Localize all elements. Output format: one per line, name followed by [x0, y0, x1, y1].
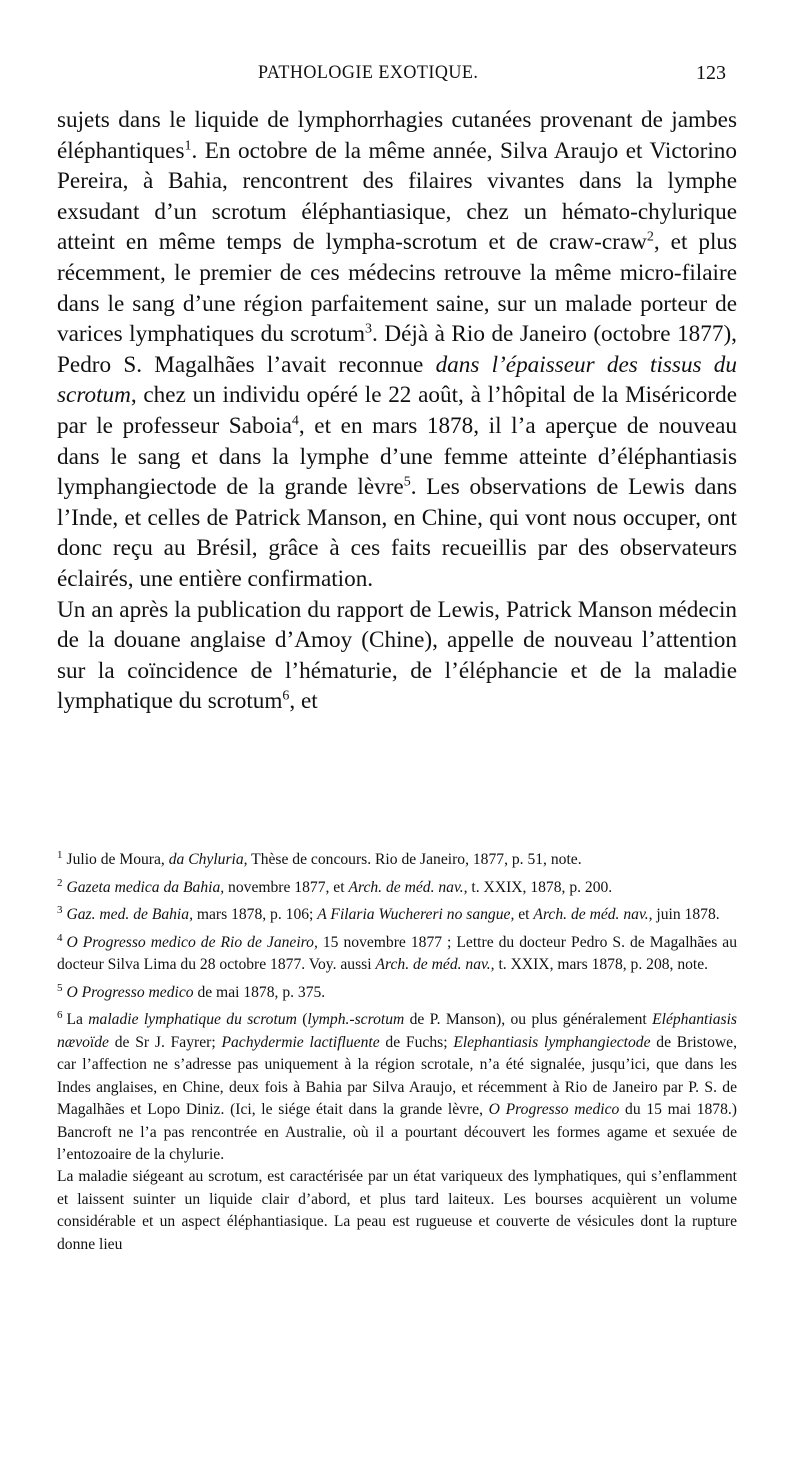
text-run: . Déjà à Rio de Janeiro (octobre 1877), Pedro S. Magalhães l’avait reconnue: [57, 321, 737, 378]
italic-run: Arch. de méd. nav.,: [375, 956, 495, 974]
text-run: (: [296, 1011, 308, 1029]
footnote-mark: 4: [57, 931, 63, 944]
text-run: juin 1878.: [652, 906, 720, 924]
footnote-mark: 6: [57, 1009, 63, 1022]
italic-run: dans l’épaisseur des tissus du scrotum: [57, 351, 737, 409]
italic-run: Gaz. med. de Bahia,: [66, 906, 193, 924]
text-run: . En octobre de la même année, Silva Araujo et Victorino Pereira, à Bahia, rencontrent des filaires vivantes dans la lymphe exsudant d’un scrotum éléphantiasique, chez un hémato-chylurique atteint en même temps de lympha-scrotum et de craw-craw: [57, 137, 737, 256]
text-run: de P. Manson), ou plus généralement: [404, 1011, 653, 1029]
running-head: [0, 62, 800, 86]
footnote-1: [57, 844, 737, 872]
paragraph-2: [57, 595, 737, 717]
text-run: t. XXIX, 1878, p. 200.: [467, 878, 613, 896]
text-run: de Sr J. Fayrer;: [108, 1033, 222, 1051]
text-run: sujets dans le liquide de lymphorrhagies cutanées provenant de jambes éléphantiques: [57, 107, 737, 164]
footnote-6-continuation: [57, 1166, 737, 1256]
page-number: 123: [696, 62, 726, 84]
text-run: La: [66, 1011, 89, 1029]
footnote-ref: 4: [291, 413, 299, 429]
footnote-4: [57, 927, 737, 977]
footnote-ref: 1: [184, 137, 192, 153]
text-run: novembre 1877, et: [224, 878, 349, 896]
text-run: 15 novembre 1877 ; Lettre du docteur Pedro S. de Magalhães au docteur Silva Lima du 28 octobre 1877. Voy. aussi: [57, 933, 737, 974]
text-run: de Fuchs;: [379, 1033, 454, 1051]
footnote-mark: 5: [57, 981, 63, 994]
footnote-mark: 3: [57, 904, 63, 917]
text-run: de mai 1878, p. 375.: [193, 983, 326, 1001]
footnote-mark: 1: [57, 849, 63, 861]
footnotes: [57, 844, 737, 1256]
italic-run: da Chyluria,: [168, 851, 248, 869]
text-run: , et plus récemment, le premier de ces médecins retrouve la même micro-filaire dans le sang d’une région parfaitement saine, sur un malade porteur de varices lymphatiques du scrotum: [57, 229, 737, 348]
italic-run: Arch. de méd. nav.,: [533, 906, 653, 924]
footnote-6: [57, 1004, 737, 1166]
italic-run: Pachydermie lactifluente: [221, 1033, 380, 1051]
text-run: t. XXIX, mars 1878, p. 208, note.: [494, 956, 709, 974]
footnote-ref: 5: [403, 474, 411, 490]
footnote-ref: 2: [646, 229, 654, 245]
footnote-mark: 2: [57, 876, 63, 889]
text-run: du 15 mai 1878.) Bancroft ne l’a pas rencontrée en Australie, où il a pourtant découvert les formes agame et sexuée de l’entozoaire de la chylurie.: [57, 1101, 737, 1163]
text-run: Un an après la publication du rapport de Lewis, Patrick Manson médecin de la douane anglaise d’Amoy (Chine), appelle de nouveau l’attention sur la coïncidence de l’hématurie, de l’éléphancie et de la maladie lymphatique du scrotum: [57, 596, 737, 715]
text-run: La maladie siégeant au scrotum, est caractérisée par un état variqueux des lymphatiques, qui s’enflamment et laissent suinter un liquide clair d’abord, et plus tard laiteux. Les bourses acquièrent un volume considérable et un aspect éléphantiasique. La peau est rugueuse et couverte de vésicules dont la rupture donne lieu: [57, 1168, 737, 1253]
italic-run: Elephantiasis lymphangiectode: [453, 1033, 651, 1051]
italic-run: O Progresso medico: [488, 1101, 620, 1119]
paragraph-1: [57, 105, 737, 595]
italic-run: Gazeta medica da Bahia,: [66, 878, 225, 896]
italic-run: Eléphantiasis nævoïde: [57, 1011, 737, 1051]
footnote-2: [57, 872, 737, 900]
text-run: , chez un individu opéré le 22 août, à l’hôpital de la Miséricorde par le professeur Saboia: [57, 382, 737, 439]
italic-run: O Progresso medico de Rio de Janeiro,: [66, 933, 318, 951]
footnote-5: [57, 977, 737, 1005]
footnote-ref: 6: [282, 688, 290, 704]
italic-run: lymph.-scrotum: [307, 1011, 405, 1029]
italic-run: Arch. de méd. nav.,: [348, 878, 468, 896]
text-run: . Les observations de Lewis dans l’Inde, et celles de Patrick Manson, en Chine, qui vont nous occuper, ont donc reçu au Brésil, grâce à ces faits recueillis par des observateurs éclairés, une entière confirmation.: [57, 474, 737, 592]
italic-run: A Filaria Wuchereri no sangue,: [317, 906, 515, 924]
text-run: de Bristowe, car l’affection ne s’adresse pas uniquement à la région scrotale, n’a été signalée, jusqu’ici, que dans les Indes anglaises, en Chine, deux fois à Bahia par Silva Araujo, et récemment à Rio de Janeiro par P. S. de Magalhães et Lopo Diniz. (Ici, le siége était dans la grande lèvre,: [57, 1033, 737, 1119]
text-run: , et: [289, 688, 318, 715]
text-run: mars 1878, p. 106;: [192, 906, 318, 924]
footnote-3: [57, 899, 737, 927]
running-title: PATHOLOGIE EXOTIQUE.: [258, 62, 479, 83]
main-text: [57, 105, 737, 717]
italic-run: maladie lymphatique du scrotum: [88, 1011, 297, 1029]
footnote-ref: 3: [365, 321, 373, 337]
text-run: Julio de Moura,: [66, 851, 169, 869]
text-run: et: [514, 906, 534, 924]
text-run: Thèse de concours. Rio de Janeiro, 1877, p. 51, note.: [247, 851, 582, 869]
italic-run: O Progresso medico: [66, 983, 194, 1001]
text-run: , et en mars 1878, il l’a aperçue de nouveau dans le sang et dans la lymphe d’une femme atteinte d’éléphantiasis lymphangiectode de la grande lèvre: [57, 412, 737, 501]
